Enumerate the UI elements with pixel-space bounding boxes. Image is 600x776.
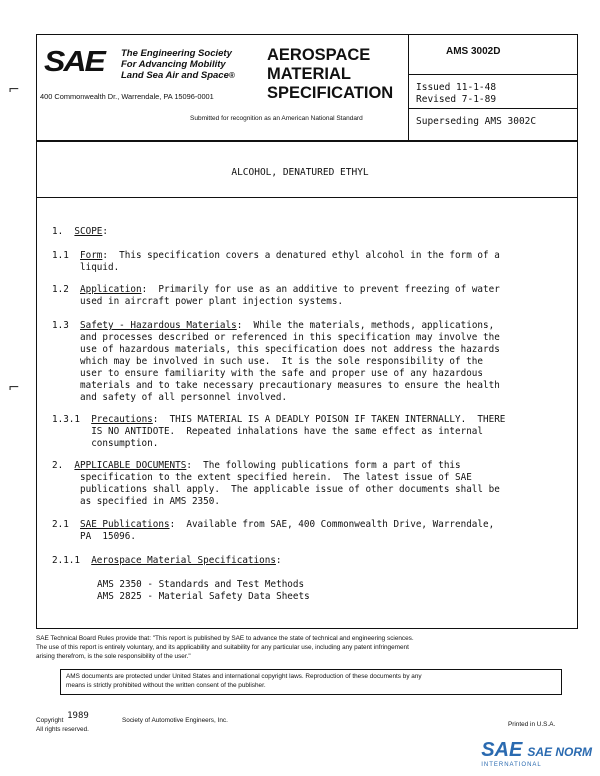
section-2-1: 2.1 SAE Publications: Available from SAE, 400 Commonwealth Drive, Warrendale, PA 15096. — [52, 519, 495, 542]
document-title: ALCOHOL, DENATURED ETHYL — [231, 167, 369, 178]
copyright-holder: Society of Automotive Engineers, Inc. — [122, 717, 228, 724]
spec-title: AEROSPACE MATERIAL SPECIFICATION — [267, 46, 394, 102]
referenced-documents: AMS 2350 - Standards and Test Methods AMS 2825 - Material Safety Data Sheets — [97, 579, 310, 602]
copyright-notice: AMS documents are protected under United States and international copyright laws. Reproduction of these documents by any means is strictly prohibited without the written consent of the publisher. — [66, 673, 422, 689]
section-1: 1. SCOPE: — [52, 226, 109, 237]
printed-in: Printed in U.S.A. — [508, 721, 556, 728]
watermark: SAE SAE NORM INTERNATIONAL — [481, 739, 592, 768]
superseding: Superseding AMS 3002C — [416, 116, 537, 127]
ams-number: AMS 3002D — [446, 46, 501, 57]
section-1-1: 1.1 Form: This specification covers a denatured ethyl alcohol in the form of a liquid. — [52, 250, 500, 273]
rights-reserved: All rights reserved. — [36, 726, 89, 733]
section-1-3-1: 1.3.1 Precautions: THIS MATERIAL IS A DEADLY POISON IF TAKEN INTERNALLY. THERE IS NO ANTIDOTE. Repeated inhalations have the same effect as internal consumption. — [52, 414, 506, 449]
header-rule-right — [408, 74, 577, 75]
address: 400 Commonwealth Dr., Warrendale, PA 15096-0001 — [40, 92, 214, 101]
sae-logo: SAE — [44, 44, 104, 78]
board-rules: SAE Technical Board Rules provide that: "This report is published by SAE to advance the state of technical and engineering sciences. The use of this report is entirely voluntary, and its applicability and suitability for any particular use, including any patent infringement arising therefrom, is the sole responsibility of the user." — [36, 635, 414, 660]
section-1-3: 1.3 Safety - Hazardous Materials: While the materials, methods, applications, and processes described or referenced in this specification may involve the use of hazardous materials, this specification does not address the hazards which may be involved in such use. It is the sole responsibility of the user to ensure familiarity with the safe and proper use of any hazardous materials and to take necessary precautionary measures to ensure the health and safety of all personnel involved. — [52, 320, 500, 403]
margin-mark: ⌐ — [8, 82, 20, 98]
section-2: 2. APPLICABLE DOCUMENTS: The following publications form a part of this specification to the extent specified herein. The latest issue of SAE publications shall apply. The applicable issue of other documents shall be as specified in AMS 2350. — [52, 460, 500, 507]
issue-dates: Issued 11-1-48 Revised 7-1-89 — [416, 82, 497, 105]
copyright-line: Copyright 1989 — [36, 711, 89, 724]
society-tagline: The Engineering Society For Advancing Mobility Land Sea Air and Space® — [121, 48, 235, 81]
header-rule-right-2 — [408, 108, 577, 109]
submitted-note: Submitted for recognition as an American National Standard — [190, 115, 363, 122]
section-1-2: 1.2 Application: Primarily for use as an additive to prevent freezing of water used in aircraft power plant injection systems. — [52, 284, 500, 307]
header-divider — [408, 34, 409, 140]
section-2-1-1: 2.1.1 Aerospace Material Specifications: — [52, 555, 282, 566]
margin-mark: ⌐ — [8, 380, 20, 396]
